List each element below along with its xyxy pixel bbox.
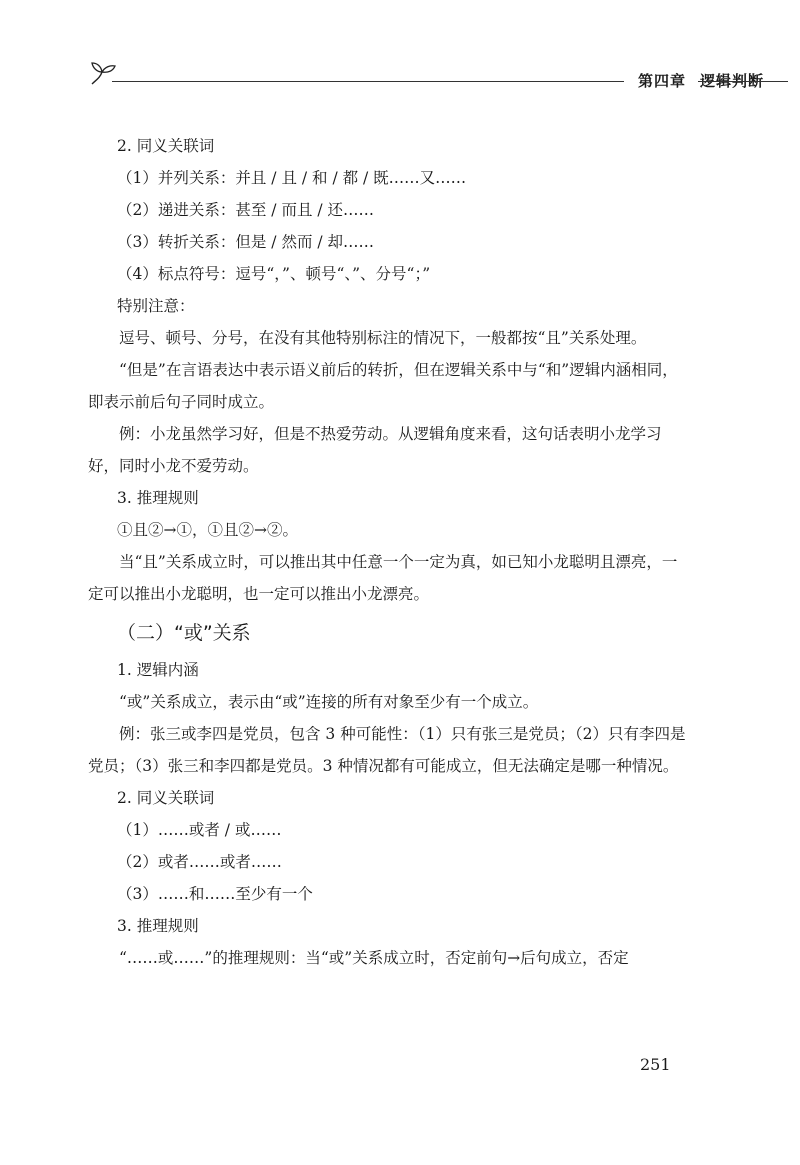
paragraph: 当“且”关系成立时，可以推出其中任意一个一定为真，如已知小龙聪明且漂亮，一定可以推出小龙聪明，也一定可以推出小龙漂亮。 — [88, 553, 678, 603]
example-paragraph: 例：张三或李四是党员，包含 3 种可能性：（1）只有张三是党员；（2）只有李四是党员；（3）张三和李四都是党员。3 种情况都有可能成立，但无法确定是哪一种情况。 — [88, 725, 686, 775]
example-paragraph: 例：小龙虽然学习好，但是不热爱劳动。从逻辑角度来看，这句话表明小龙学习好，同时小龙不爱劳动。 — [88, 425, 662, 475]
header-rule-tail — [698, 81, 788, 82]
list-item: （2）或者……或者…… — [117, 853, 282, 871]
running-header — [88, 58, 788, 94]
paragraph: “或”关系成立，表示由“或”连接的所有对象至少有一个成立。 — [119, 693, 539, 711]
formula: ①且②→①，①且②→②。 — [117, 521, 298, 539]
chapter-title: 逻辑判断 — [700, 72, 765, 90]
header-rule — [112, 81, 624, 82]
list-item: （2）递进关系：甚至 / 而且 / 还…… — [117, 201, 375, 219]
list-item: （1）并列关系：并且 / 且 / 和 / 都 / 既……又…… — [117, 169, 467, 187]
page-number: 251 — [640, 1055, 671, 1074]
list-item: （3）转折关系：但是 / 然而 / 却…… — [117, 233, 375, 251]
subheading: 3. 推理规则 — [117, 917, 199, 935]
paragraph: 逗号、顿号、分号，在没有其他特别标注的情况下，一般都按“且”关系处理。 — [119, 329, 647, 347]
list-item: （1）……或者 / 或…… — [117, 821, 282, 839]
list-item: （4）标点符号：逗号“，”、顿号“、”、分号“；” — [117, 265, 431, 283]
section-title: （二）“或”关系 — [117, 622, 251, 644]
chapter-label: 第四章 — [638, 72, 687, 90]
subheading: 1. 逻辑内涵 — [117, 661, 199, 679]
page-body — [88, 130, 688, 974]
subheading: 3. 推理规则 — [117, 489, 199, 507]
subheading: 2. 同义关联词 — [117, 137, 215, 155]
list-item: （3）……和……至少有一个 — [117, 885, 313, 903]
subheading: 2. 同义关联词 — [117, 789, 215, 807]
note-label: 特别注意： — [117, 297, 195, 315]
paragraph: “但是”在言语表达中表示语义前后的转折，但在逻辑关系中与“和”逻辑内涵相同，即表示前后句子同时成立。 — [88, 361, 678, 411]
paragraph: “……或……”的推理规则：当“或”关系成立时，否定前句→后句成立，否定 — [119, 949, 629, 967]
